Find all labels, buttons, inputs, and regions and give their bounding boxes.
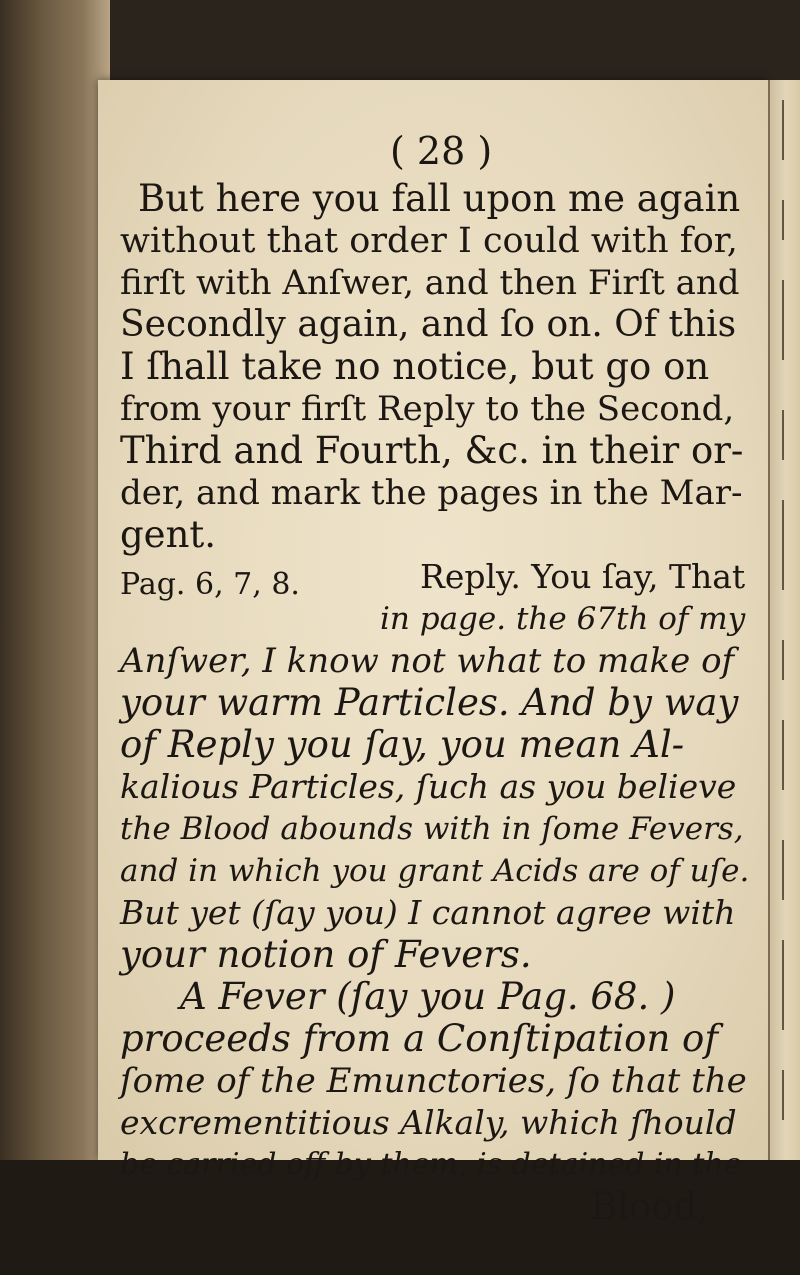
text-line: of Reply you ſay, you mean Al- xyxy=(120,723,685,766)
left-gutter xyxy=(0,0,110,1275)
facing-page-edge xyxy=(768,80,800,1160)
text-line: I ſhall take no notice, but go on xyxy=(120,345,710,388)
text-line: and in which you grant Acids are of uſe. xyxy=(120,853,750,889)
text-line: Anſwer, I know not what to make of xyxy=(120,641,735,681)
margin-note: Pag. 6, 7, 8. xyxy=(120,567,300,602)
text-line: excrementitious Alkaly, which ſhould xyxy=(120,1103,737,1142)
catchword: Blood, xyxy=(590,1185,710,1228)
text-line: But here you fall upon me again xyxy=(138,177,741,220)
text-line: your notion of Fevers. xyxy=(120,933,532,976)
text-line: der, and mark the pages in the Mar- xyxy=(120,473,743,513)
text-line: your warm Particles. And by way xyxy=(120,681,739,724)
text-line: firſt with Anſwer, and then Firſt and xyxy=(120,263,740,303)
text-line: kalious Particles, ſuch as you believe xyxy=(120,767,737,806)
text-line: gent. xyxy=(120,513,217,556)
text-line: the Blood abounds with in ſome Fevers, xyxy=(120,811,744,847)
text-line: without that order I could with for, xyxy=(120,221,738,261)
page-number: ( 28 ) xyxy=(390,129,493,173)
text-line: proceeds from a Conſtipation of xyxy=(120,1017,719,1060)
text-line: Secondly again, and ſo on. Of this xyxy=(120,304,737,345)
text-line: Third and Fourth, &c. in their or- xyxy=(120,429,744,472)
text-line: But yet (ſay you) I cannot agree with xyxy=(120,893,736,932)
text-line: ſome of the Emunctories, ſo that the xyxy=(120,1061,747,1101)
text-line: A Fever (ſay you Pag. 68. ) xyxy=(180,975,676,1018)
text-line: be carried off by them, is detained in the xyxy=(120,1147,742,1182)
text-line: in page. the 67th of my xyxy=(380,601,746,637)
text-line: from your firſt Reply to the Second, xyxy=(120,389,735,429)
text-line: Reply. You ſay, That xyxy=(420,557,746,596)
